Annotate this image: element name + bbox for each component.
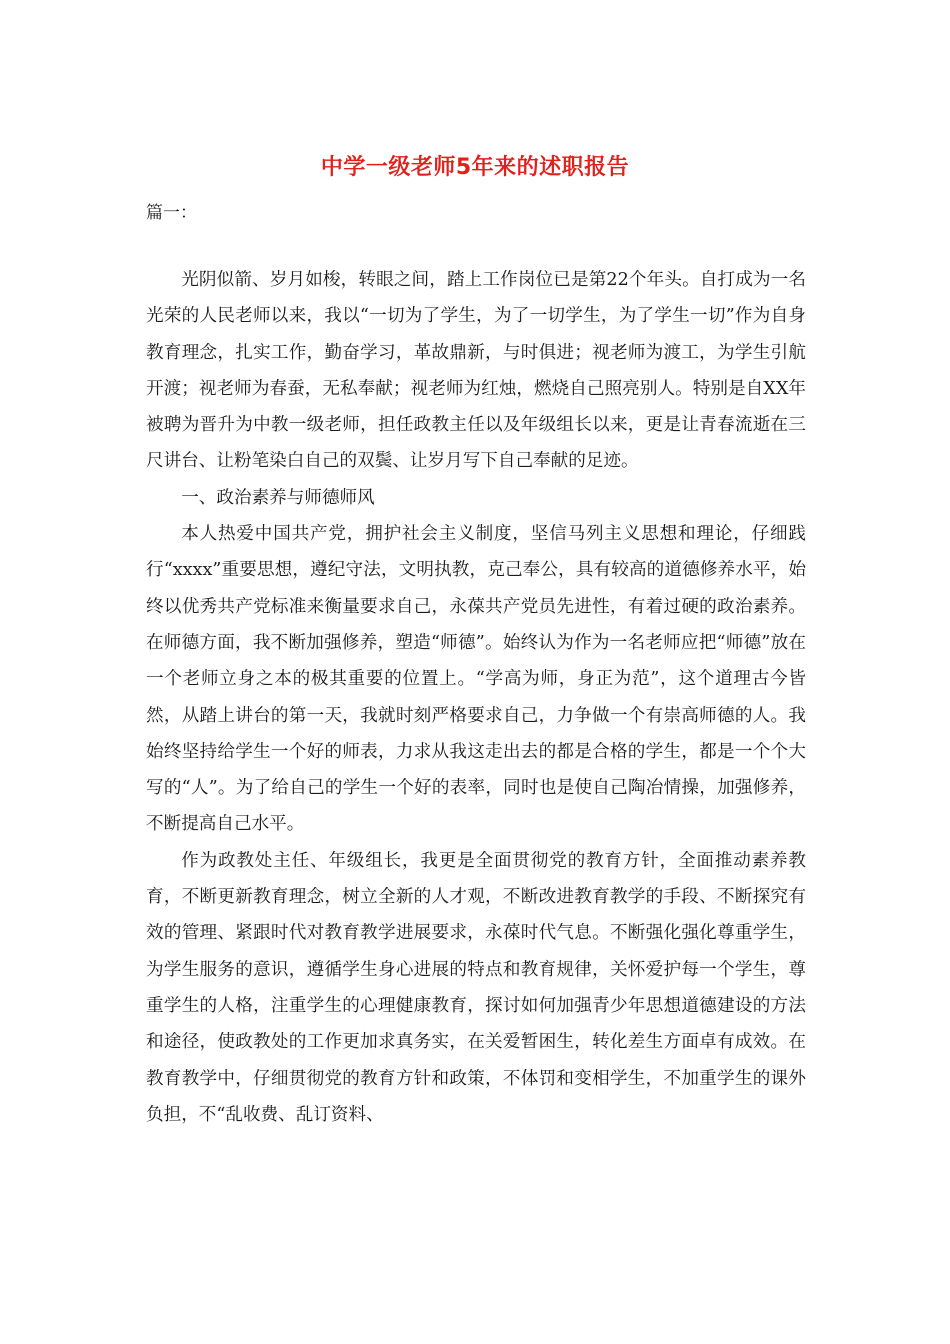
section-label: 篇一： (146, 203, 197, 223)
document-body (146, 262, 806, 1133)
section-heading: 一、政治素养与师德师风 (181, 487, 375, 508)
document-title: 中学一级老师5年来的述职报告 (320, 155, 630, 180)
paragraph-intro: 光阴似箭、岁月如梭，转眼之间，踏上工作岗位已是第22个年头。自打成为一名光荣的人民老师以来，我以“一切为了学生，为了一切学生，为了学生一切”作为自身教育理念，扎实工作，勤奋学习，革故鼎新，与时俱进；视老师为渡工，为学生引航开渡；视老师为春蚕，无私奉献；视老师为红烛，燃烧自己照亮别人。特别是自XX年被聘为晋升为中教一级老师，担任政教主任以及年级组长以来，更是让青春流逝在三尺讲台、让粉笔染白自己的双鬓、让岁月写下自己奉献的足迹。 (146, 270, 806, 472)
paragraph-political: 本人热爱中国共产党，拥护社会主义制度，坚信马列主义思想和理论，仔细践行“xxxx”重要思想，遵纪守法，文明执教，克己奉公，具有较高的道德修养水平，始终以优秀共产党标准来衡量要求自己，永葆共产党员先进性，有着过硬的政治素养。在师德方面，我不断加强修养，塑造“师德”。始终认为作为一名老师应把“师德”放在一个老师立身之本的极其重要的位置上。“学高为师，身正为范”，这个道理古今皆然，从踏上讲台的第一天，我就时刻严格要求自己，力争做一个有崇高师德的人。我始终坚持给学生一个好的师表，力求从我这走出去的都是合格的学生，都是一个个大写的“人”。为了给自己的学生一个好的表率，同时也是使自己陶冶情操，加强修养，不断提高自己水平。 (146, 524, 806, 835)
paragraph-education: 作为政教处主任、年级组长，我更是全面贯彻党的教育方针，全面推动素养教育，不断更新教育理念，树立全新的人才观，不断改进教育教学的手段、不断探究有效的管理、紧跟时代对教育教学进展要求，永葆时代气息。不断强化强化尊重学生，为学生服务的意识，遵循学生身心进展的特点和教育规律，关怀爱护每一个学生，尊重学生的人格，注重学生的心理健康教育，探讨如何加强青少年思想道德建设的方法和途径，使政教处的工作更加求真务实，在关爱暂困生，转化差生方面卓有成效。在教育教学中，仔细贯彻党的教育方针和政策，不体罚和变相学生，不加重学生的课外负担，不“乱收费、乱订资料、 (146, 850, 806, 1125)
